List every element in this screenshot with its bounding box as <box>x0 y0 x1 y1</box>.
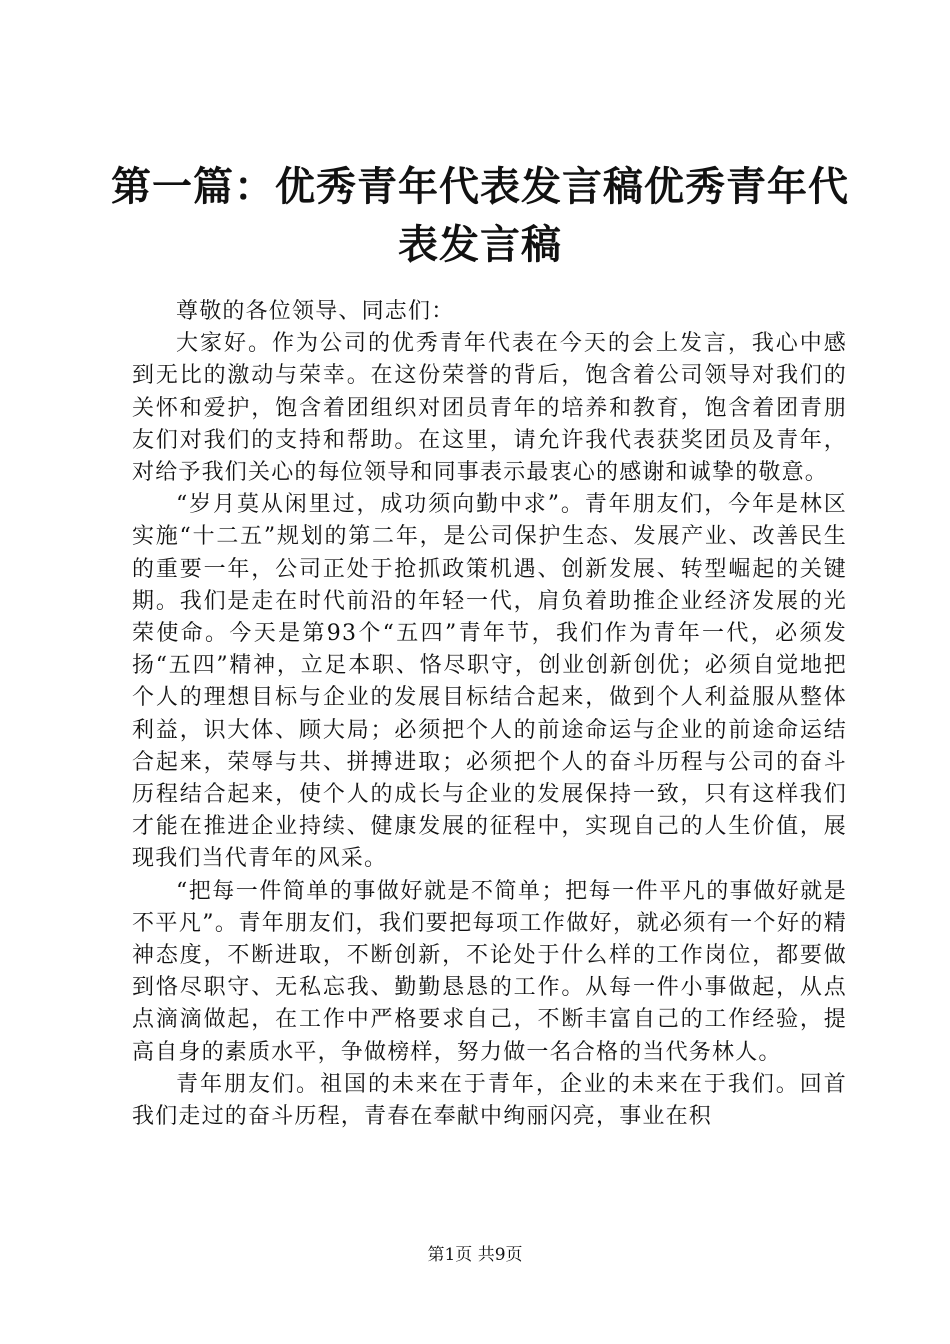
page-footer: 第1页 共9页 <box>427 1245 523 1265</box>
paragraph-2: “岁月莫从闲里过，成功须向勤中求”。青年朋友们，今年是林区实施“十二五”规划的第二年，是公司保护生态、发展产业、改善民生的重要一年，公司正处于抢抓政策机遇、创新发展、转型崛起的关键期。我们是走在时代前沿的年轻一代，肩负着助推企业经济发展的光荣使命。今天是第93个“五四”青年节，我们作为青年一代，必须发扬“五四”精神，立足本职、恪尽职守，创业创新创优；必须自觉地把个人的理想目标与企业的发展目标结合起来，做到个人利益服从整体利益，识大体、顾大局；必须把个人的前途命运与企业的前途命运结合起来，荣辱与共、拼搏进取；必须把个人的奋斗历程与公司的奋斗历程结合起来，使个人的成长与企业的发展保持一致，只有这样我们才能在推进企业持续、健康发展的征程中，实现自己的人生价值，展现我们当代青年的风采。 <box>132 492 847 872</box>
paragraph-4: 青年朋友们。祖国的未来在于青年，企业的未来在于我们。回首我们走过的奋斗历程，青春在奉献中绚丽闪亮，事业在积 <box>132 1071 847 1130</box>
paragraph-3: “把每一件简单的事做好就是不简单；把每一件平凡的事做好就是不平凡”。青年朋友们，我们要把每项工作做好，就必须有一个好的精神态度，不断进取，不断创新，不论处于什么样的工作岗位，都要做到恪尽职守、无私忘我、勤勤恳恳的工作。从每一件小事做起，从点点滴滴做起，在工作中严格要求自己，不断丰富自己的工作经验，提高自身的素质水平，争做榜样，努力做一名合格的当代务林人。 <box>132 878 847 1065</box>
paragraph-1: 大家好。作为公司的优秀青年代表在今天的会上发言，我心中感到无比的激动与荣幸。在这份荣誉的背后，饱含着公司领导对我们的关怀和爱护，饱含着团组织对团员青年的培养和教育，饱含着团青朋友们对我们的支持和帮助。在这里，请允许我代表获奖团员及青年，对给予我们关心的每位领导和同事表示最衷心的感谢和诚挚的敬意。 <box>132 331 847 486</box>
document-title: 第一篇：优秀青年代表发言稿优秀青年代表发言稿 <box>111 164 849 268</box>
document-body <box>132 296 847 1133</box>
salutation: 尊敬的各位领导、同志们： <box>176 299 455 324</box>
